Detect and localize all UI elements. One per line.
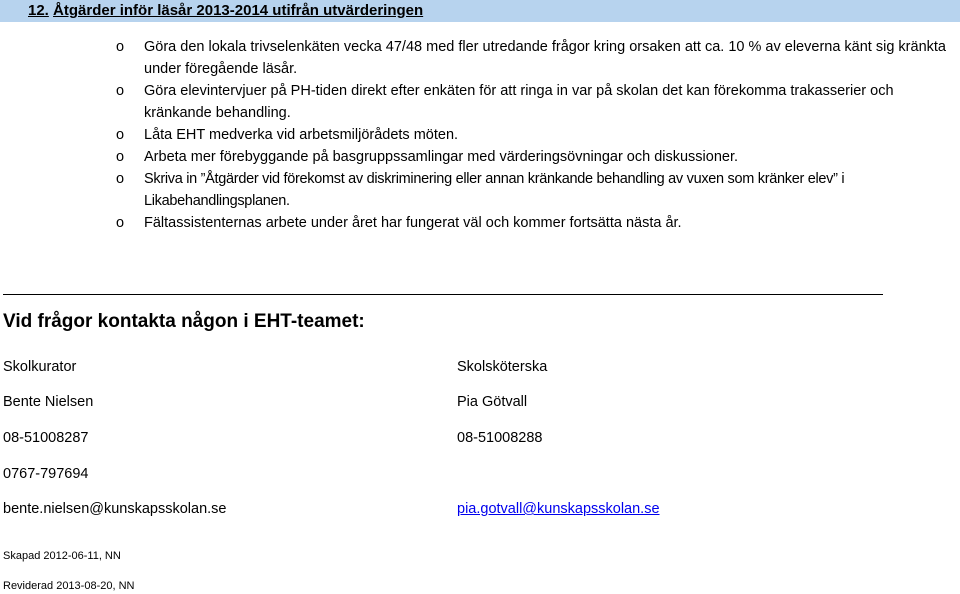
list-item xyxy=(116,124,956,146)
left-name: Bente Nielsen xyxy=(3,394,94,410)
list-item xyxy=(116,146,956,168)
list-item-text: Göra den lokala trivselenkäten vecka 47/48 med fler utredande frågor kring orsaken att ca. 10 % av eleverna känt sig kränkta under föregående läsår. xyxy=(144,39,946,77)
list-item xyxy=(116,212,956,234)
list-item-text: Skriva in ”Åtgärder vid förekomst av diskriminering eller annan kränkande behandling av vuxen som kränker elev” i Likabehandlingsplanen. xyxy=(144,171,845,209)
left-role: Skolkurator xyxy=(3,359,77,375)
left-email: bente.nielsen@kunskapsskolan.se xyxy=(3,501,227,517)
footer-revised: Reviderad 2013-08-20, NN xyxy=(3,580,135,592)
divider xyxy=(3,294,883,295)
section-title: Åtgärder inför läsår 2013-2014 utifrån utvärderingen xyxy=(53,2,424,19)
right-email-link[interactable]: pia.gotvall@kunskapsskolan.se xyxy=(457,501,660,517)
contact-title: Vid frågor kontakta någon i EHT-teamet: xyxy=(3,311,365,332)
bullet-icon: o xyxy=(116,215,125,231)
list-item-text: Arbeta mer förebyggande på basgruppssamlingar med värderingsövningar och diskussioner. xyxy=(144,149,739,165)
footer-created: Skapad 2012-06-11, NN xyxy=(3,550,121,562)
bullet-icon: o xyxy=(116,149,125,165)
bullet-icon: o xyxy=(116,83,125,99)
list-item xyxy=(116,36,956,80)
list-item-text: Göra elevintervjuer på PH-tiden direkt efter enkäten för att ringa in var på skolan det kan förekomma trakasserier och kränkande behandling. xyxy=(144,83,894,121)
right-role: Skolsköterska xyxy=(457,359,548,375)
list-item-text: Låta EHT medverka vid arbetsmiljörådets möten. xyxy=(144,127,459,143)
bullet-icon: o xyxy=(116,39,125,55)
left-phone: 08-51008287 xyxy=(3,430,89,446)
bullet-icon: o xyxy=(116,171,124,187)
section-number: 12. xyxy=(28,2,49,19)
list-item xyxy=(116,80,956,124)
right-name: Pia Götvall xyxy=(457,394,528,410)
list-item-text: Fältassistenternas arbete under året har fungerat väl och kommer fortsätta nästa år. xyxy=(144,215,682,231)
list-item xyxy=(116,168,956,212)
action-list xyxy=(116,36,956,234)
bullet-icon: o xyxy=(116,127,125,143)
section-heading xyxy=(0,0,960,22)
left-mobile: 0767-797694 xyxy=(3,466,89,482)
right-phone: 08-51008288 xyxy=(457,430,543,446)
